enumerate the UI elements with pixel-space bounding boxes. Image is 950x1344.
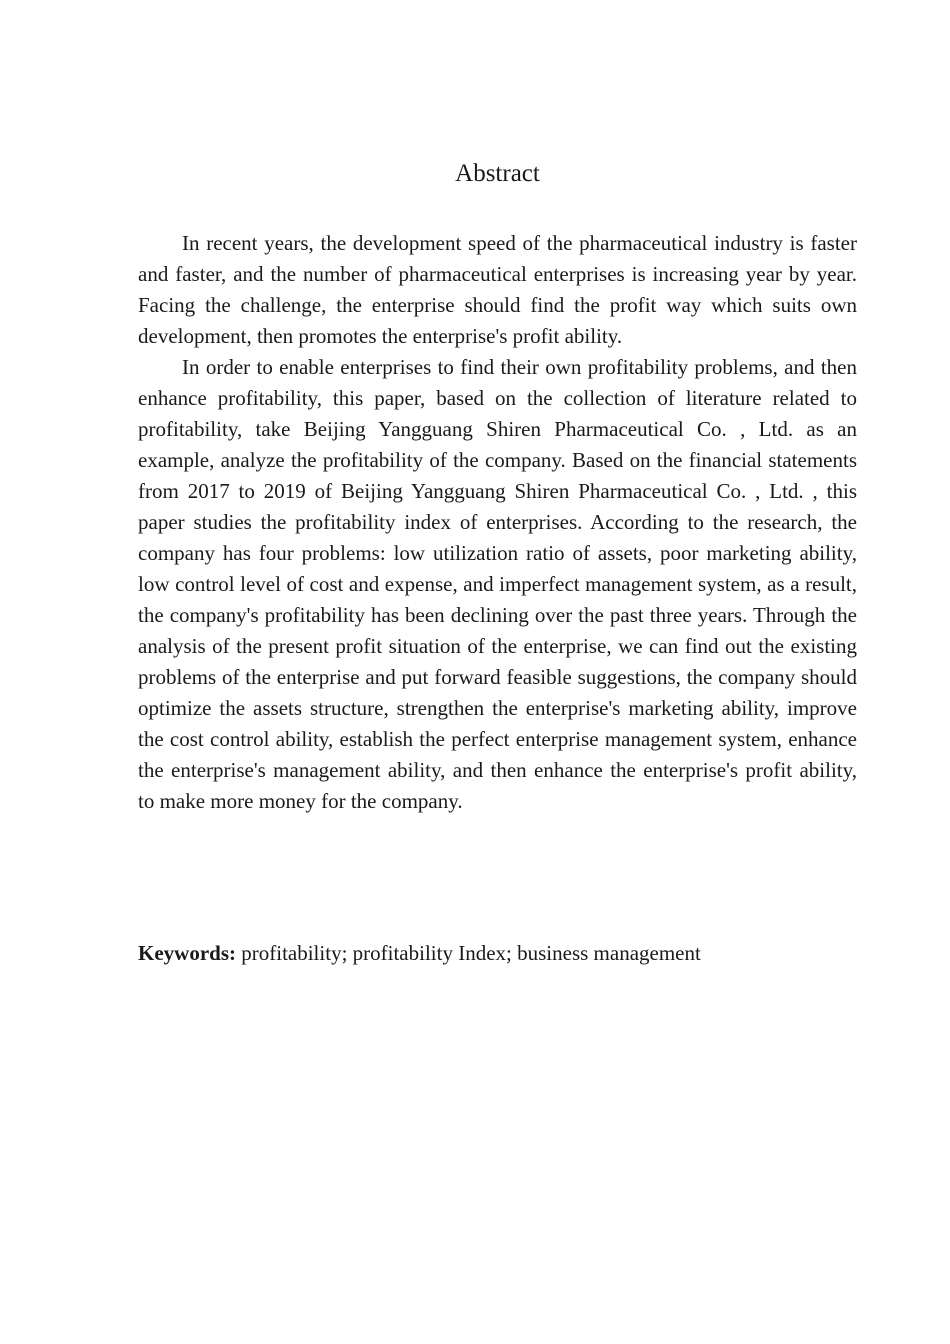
keywords-line (138, 938, 857, 969)
abstract-title: Abstract (455, 160, 540, 187)
abstract-body (138, 228, 857, 817)
abstract-paragraph-1: In recent years, the development speed of the pharmaceutical industry is faster and faster, and the number of pharmaceutical enterprises is increasing year by year. Facing the challenge, the enterprise should find the profit way which suits own development, then promotes the enterprise's profit ability. (138, 231, 857, 348)
abstract-paragraph-2: In order to enable enterprises to find their own profitability problems, and then enhance profitability, this paper, based on the collection of literature related to profitability, take Beijing Yangguang Shiren Pharmaceutical Co. , Ltd. as an example, analyze the profitability of the company. Based on the financial statements from 2017 to 2019 of Beijing Yangguang Shiren Pharmaceutical Co. , Ltd. , this paper studies the profitability index of enterprises. According to the research, the company has four problems: low utilization ratio of assets, poor marketing ability, low control level of cost and expense, and imperfect management system, as a result, the company's profitability has been declining over the past three years. Through the analysis of the present profit situation of the enterprise, we can find out the existing problems of the enterprise and put forward feasible suggestions, the company should optimize the assets structure, strengthen the enterprise's marketing ability, improve the cost control ability, establish the perfect enterprise management system, enhance the enterprise's management ability, and then enhance the enterprise's profit ability, to make more money for the company. (138, 355, 857, 813)
keywords-text: profitability; profitability Index; business management (241, 941, 701, 965)
keywords-label: Keywords: (138, 941, 236, 965)
